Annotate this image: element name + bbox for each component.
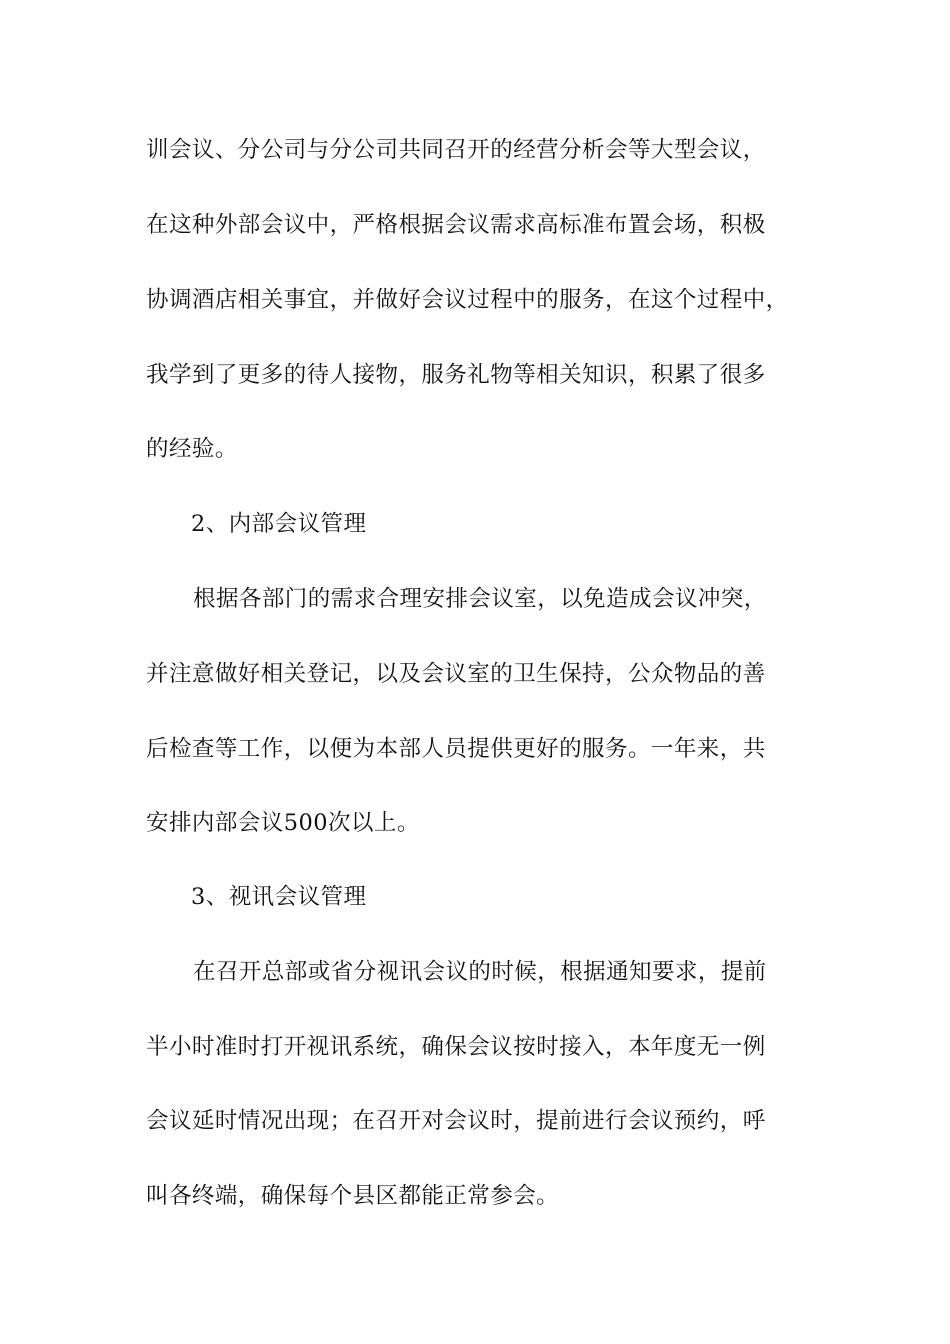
paragraph-line: 在召开总部或省分视讯会议的时候，根据通知要求，提前 <box>193 959 767 985</box>
paragraph-line: 训会议、分公司与分公司共同召开的经营分析会等大型会议， <box>146 137 766 163</box>
paragraph-line: 会议延时情况出现；在召开对会议时，提前进行会议预约，呼 <box>146 1108 766 1134</box>
paragraph-line: 我学到了更多的待人接物，服务礼物等相关知识，积累了很多 <box>146 362 766 388</box>
paragraph-line: 在这种外部会议中，严格根据会议需求高标准布置会场，积极 <box>146 212 766 238</box>
section-heading-video-meetings: 3、视讯会议管理 <box>191 884 367 910</box>
paragraph-line: 协调酒店相关事宜，并做好会议过程中的服务，在这个过程中， <box>146 287 789 313</box>
paragraph-line: 并注意做好相关登记，以及会议室的卫生保持，公众物品的善 <box>146 661 766 687</box>
paragraph-line: 根据各部门的需求合理安排会议室，以免造成会议冲突， <box>193 586 767 612</box>
paragraph-line: 安排内部会议500次以上。 <box>146 810 420 836</box>
paragraph-line: 后检查等工作，以便为本部人员提供更好的服务。一年来，共 <box>146 736 766 762</box>
section-heading-internal-meetings: 2、内部会议管理 <box>191 511 367 537</box>
paragraph-line: 叫各终端，确保每个县区都能正常参会。 <box>146 1183 560 1209</box>
paragraph-line: 的经验。 <box>146 436 238 462</box>
paragraph-line: 半小时准时打开视讯系统，确保会议按时接入，本年度无一例 <box>146 1034 766 1060</box>
